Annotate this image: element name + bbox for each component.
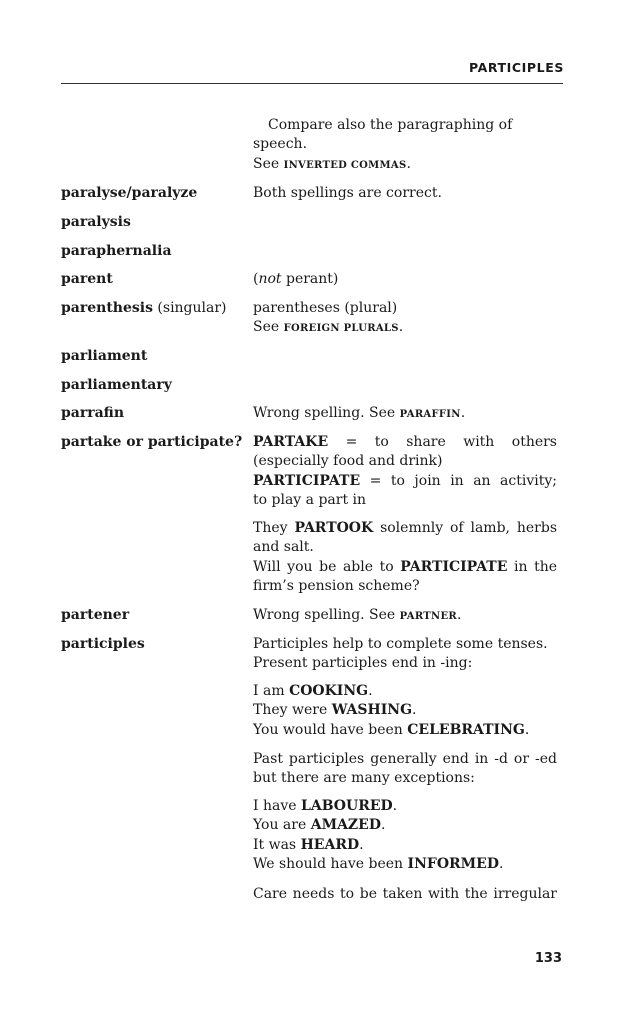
compare-line-1: Compare also the paragraphing of (268, 117, 513, 133)
not-italic: not (258, 271, 282, 287)
compare-line-2: speech. (253, 136, 308, 153)
participate-gloss-line-1 (253, 472, 557, 491)
example-line (253, 797, 557, 816)
paren-open: ( (253, 271, 259, 287)
example-keyword: COOKING (289, 683, 369, 699)
example-keyword: LABOURED (301, 798, 393, 814)
present-participle-examples (253, 682, 557, 740)
example-keyword: PARTOOK (294, 520, 374, 536)
headword-paralyse: paralyse/paralyze (61, 185, 198, 201)
keyword-partake: PARTAKE (253, 434, 329, 450)
example-text: We should have been (253, 855, 408, 872)
definition-parent (253, 270, 557, 289)
example-line (253, 855, 557, 874)
participles-line-1: Participles help to complete some tenses. (253, 636, 548, 652)
compare-see-line (253, 155, 557, 175)
example-line (253, 721, 557, 740)
see-label: See (253, 319, 280, 336)
definition-parrafin (253, 404, 557, 424)
example-text: in the (507, 558, 557, 575)
punctuation: . (524, 721, 530, 738)
headword-parent: parent (61, 271, 113, 287)
headword-partake: partake or participate? (61, 434, 243, 450)
past-participle-line-1: Past participles generally end in -d or -ed (253, 751, 557, 767)
example-text: I have (253, 798, 301, 814)
example-text: solemnly of lamb, herbs (373, 520, 558, 536)
definition-paralyse: Both spellings are correct. (253, 185, 442, 201)
participles-intro (253, 635, 557, 674)
cross-reference: INVERTED COMMAS (283, 159, 407, 171)
partake-examples (253, 519, 557, 596)
punctuation: . (456, 607, 462, 623)
punctuation: . (392, 798, 398, 814)
definition-partener (253, 606, 557, 626)
headword-parenthesis-word: parenthesis (61, 300, 153, 316)
example-text: You would have been (253, 721, 408, 738)
example-keyword: INFORMED (407, 855, 499, 872)
cross-reference: PARAFFIN (399, 409, 461, 420)
example-keyword: CELEBRATING (407, 721, 525, 738)
wrong-spelling-text: Wrong spelling. See (253, 607, 396, 623)
gloss-text: = to join in an activity; (360, 472, 557, 489)
definition-parenthesis (253, 299, 557, 339)
example-text: They (253, 520, 295, 536)
header-rule (61, 83, 563, 84)
irregular-line: Care needs to be taken with the irregular (253, 886, 557, 902)
headword-parliament: parliament (61, 348, 148, 364)
example-1-line-2: and salt. (253, 539, 314, 556)
example-2-line-1 (253, 558, 557, 577)
headword-partener: partener (61, 607, 130, 623)
punctuation: . (498, 855, 504, 872)
example-line (253, 682, 557, 701)
example-text: It was (253, 836, 301, 853)
definition-partake (253, 433, 557, 510)
gloss-text: = to share with others (328, 434, 557, 450)
example-text: You are (253, 817, 311, 834)
compare-note (253, 116, 557, 175)
punctuation: . (359, 836, 364, 853)
page-number: 133 (534, 951, 562, 966)
cross-reference: PARTNER (399, 611, 457, 622)
punctuation: . (398, 319, 404, 336)
punctuation: . (460, 405, 466, 421)
parent-misspelling: perant) (281, 271, 339, 287)
partake-gloss-line-1 (253, 433, 557, 452)
example-keyword: PARTICIPATE (400, 558, 508, 575)
irregular-note (253, 885, 557, 904)
past-participle-line-2: but there are many exceptions: (253, 770, 475, 787)
parenthesis-plural: parentheses (plural) (253, 300, 398, 316)
cross-reference: FOREIGN PLURALS (283, 323, 399, 335)
past-participle-note (253, 750, 557, 789)
example-text: I am (253, 683, 290, 699)
example-text: They were (253, 702, 332, 719)
headword-paralysis: paralysis (61, 214, 131, 230)
past-participle-examples (253, 797, 557, 874)
punctuation: . (406, 155, 411, 172)
headword-parrafin: parrafin (61, 405, 125, 421)
punctuation: . (412, 702, 417, 719)
example-line (253, 836, 557, 855)
punctuation: . (368, 683, 373, 699)
example-2-line-2: firm’s pension scheme? (253, 577, 420, 594)
running-header: PARTICIPLES (468, 60, 564, 75)
partake-gloss-line-2: (especially food and drink) (253, 453, 443, 470)
example-1-line-1 (253, 519, 557, 538)
headword-parenthesis (61, 299, 251, 318)
see-label: See (253, 155, 280, 172)
headword-parliamentary: parliamentary (61, 377, 172, 393)
participles-line-2: Present participles end in -ing: (253, 655, 473, 672)
participate-gloss-line-2: to play a part in (253, 491, 367, 508)
parenthesis-see-line (253, 318, 557, 338)
headword-qualifier: (singular) (152, 300, 227, 316)
example-keyword: AMAZED (310, 817, 381, 834)
keyword-participate: PARTICIPATE (253, 472, 361, 489)
headword-paraphernalia: paraphernalia (61, 243, 172, 259)
example-keyword: WASHING (331, 702, 413, 719)
example-keyword: HEARD (300, 836, 360, 853)
example-text: Will you be able to (253, 558, 401, 575)
wrong-spelling-text: Wrong spelling. See (253, 405, 396, 421)
example-line (253, 701, 557, 720)
example-line (253, 816, 557, 835)
punctuation: . (380, 817, 386, 834)
headword-participles: participles (61, 636, 145, 652)
